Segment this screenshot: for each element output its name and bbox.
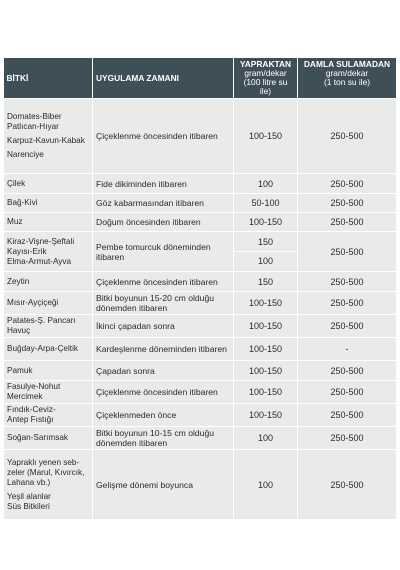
cell-bitki xyxy=(4,361,93,381)
bitki-line: Yapraklı yenen seb- xyxy=(7,457,80,467)
table-row xyxy=(4,404,397,427)
cell-bitki xyxy=(4,404,93,427)
header-damla-line: gram/dekar xyxy=(325,68,369,78)
fertilizer-table xyxy=(3,58,397,520)
cell-damla: 250-500 xyxy=(298,99,397,174)
bitki-line: Fasulye-Nohut xyxy=(7,382,61,391)
yapraktan-sub-value: 100 xyxy=(257,256,274,266)
cell-bitki xyxy=(4,292,93,315)
bitki-line: Elma-Armut-Ayva xyxy=(7,256,71,266)
cell-uygulama: Çiçeklenme öncesinden itibaren xyxy=(93,272,234,292)
bitki-line: Lahana vb.) xyxy=(7,477,51,487)
bitki-line: Süs Bitkileri xyxy=(7,501,50,511)
bitki-line: Fındık-Ceviz- xyxy=(7,405,56,414)
bitki-line: Zeytin xyxy=(7,276,30,286)
cell-yapraktan: 100-150 xyxy=(234,404,298,427)
cell-damla: 250-500 xyxy=(298,232,397,272)
header-yapraktan-line: YAPRAKTAN xyxy=(239,59,292,69)
cell-uygulama: Pembe tomurcuk döneminden itibaren xyxy=(93,232,234,272)
cell-bitki xyxy=(4,381,93,404)
cell-uygulama: Doğum öncesinden itibaren xyxy=(93,213,234,232)
cell-bitki xyxy=(4,174,93,194)
bitki-line: Mısır-Ayçiçeği xyxy=(7,298,59,307)
cell-bitki xyxy=(4,272,93,292)
bitki-line: Patates-Ş. Pancarı xyxy=(7,316,76,325)
cell-bitki xyxy=(4,194,93,213)
cell-bitki xyxy=(4,99,93,174)
cell-yapraktan: 100-150 xyxy=(234,99,298,174)
cell-damla: 250-500 xyxy=(298,450,397,520)
cell-uygulama: Gelişme dönemi boyunca xyxy=(93,450,234,520)
cell-damla: - xyxy=(298,338,397,361)
bitki-line: Havuç xyxy=(7,326,31,335)
cell-damla: 250-500 xyxy=(298,174,397,194)
cell-yapraktan: 50-100 xyxy=(234,194,298,213)
header-uygulama: UYGULAMA ZAMANI xyxy=(93,58,234,99)
table-row xyxy=(4,315,397,338)
cell-uygulama: Bitki boyunun 10-15 cm olduğu dönemden itibaren xyxy=(93,427,234,450)
table-row xyxy=(4,361,397,381)
cell-damla: 250-500 xyxy=(298,292,397,315)
header-damla-line: DAMLA SULAMADAN xyxy=(303,59,391,69)
cell-uygulama: Fide dikiminden itibaren xyxy=(93,174,234,194)
table-row xyxy=(4,427,397,450)
table-row xyxy=(4,381,397,404)
cell-yapraktan: 100-150 xyxy=(234,213,298,232)
cell-bitki xyxy=(4,213,93,232)
table-row xyxy=(4,174,397,194)
cell-yapraktan: 150 xyxy=(234,272,298,292)
cell-uygulama: Çiçeklenme öncesinden itibaren xyxy=(93,381,234,404)
cell-bitki xyxy=(4,450,93,520)
bitki-line: Pamuk xyxy=(7,365,33,375)
header-damla-line: (1 ton su ile) xyxy=(323,77,371,87)
cell-bitki xyxy=(4,338,93,361)
bitki-line: zeler (Marul, Kıvırcık, xyxy=(7,467,85,477)
bitki-line: Karpuz-Kavun-Kabak xyxy=(7,136,85,145)
cell-damla: 250-500 xyxy=(298,194,397,213)
table-row xyxy=(4,232,397,272)
bitki-line: Mercimek xyxy=(7,392,43,401)
bitki-line: Muz xyxy=(7,217,23,226)
table-row xyxy=(4,272,397,292)
cell-damla: 250-500 xyxy=(298,272,397,292)
cell-yapraktan: 100-150 xyxy=(234,315,298,338)
bitki-line: Patlıcan-Hıyar xyxy=(7,122,59,131)
bitki-line: Çilek xyxy=(7,178,26,188)
cell-damla: 250-500 xyxy=(298,427,397,450)
table-row xyxy=(4,292,397,315)
cell-damla: 250-500 xyxy=(298,361,397,381)
cell-uygulama: Çapadan sonra xyxy=(93,361,234,381)
cell-uygulama: Kardeşlenme döneminden itibaren xyxy=(93,338,234,361)
cell-damla: 250-500 xyxy=(298,404,397,427)
cell-uygulama: İkinci çapadan sonra xyxy=(93,315,234,338)
cell-bitki xyxy=(4,315,93,338)
cell-yapraktan: 100 xyxy=(234,450,298,520)
cell-damla: 250-500 xyxy=(298,213,397,232)
table-header-row xyxy=(4,58,397,99)
header-damla xyxy=(298,58,397,99)
bitki-line: Antep Fıstığı xyxy=(7,415,54,424)
bitki-line: Yeşil alanlar xyxy=(7,491,51,501)
cell-uygulama: Göz kabarmasından itibaren xyxy=(93,194,234,213)
table-row xyxy=(4,194,397,213)
cell-yapraktan: 100-150 xyxy=(234,338,298,361)
cell-yapraktan: 100 xyxy=(234,427,298,450)
header-yapraktan-line: gram/dekar xyxy=(244,68,287,78)
table-row xyxy=(4,213,397,232)
cell-yapraktan: 100 xyxy=(234,174,298,194)
bitki-line: Bağ-Kivi xyxy=(7,198,38,207)
header-yapraktan-line: (100 litre su ile) xyxy=(243,77,288,96)
table-row xyxy=(4,99,397,174)
header-bitki: BİTKİ xyxy=(4,58,93,99)
cell-damla: 250-500 xyxy=(298,381,397,404)
cell-damla: 250-500 xyxy=(298,315,397,338)
bitki-line: Narenciye xyxy=(7,150,44,159)
table-row xyxy=(4,338,397,361)
table-row xyxy=(4,450,397,520)
header-yapraktan xyxy=(234,58,298,99)
cell-uygulama: Çiçeklenmeden önce xyxy=(93,404,234,427)
bitki-line: Buğday-Arpa-Çeltik xyxy=(7,344,78,353)
cell-uygulama: Çiçeklenme öncesinden itibaren xyxy=(93,99,234,174)
bitki-line: Soğan-Sarımsak xyxy=(7,433,68,442)
cell-yapraktan: 100-150 xyxy=(234,381,298,404)
cell-yapraktan: 100-150 xyxy=(234,361,298,381)
cell-bitki xyxy=(4,232,93,272)
cell-yapraktan: 100-150 xyxy=(234,292,298,315)
bitki-line: Kayısı-Erik xyxy=(7,246,47,256)
cell-yapraktan xyxy=(234,232,298,272)
bitki-line: Kiraz-Vişne-Şeftali xyxy=(7,236,75,246)
yapraktan-sub-value: 150 xyxy=(234,233,297,252)
cell-bitki xyxy=(4,427,93,450)
cell-uygulama: Bitki boyunun 15-20 cm olduğu dönemden itibaren xyxy=(93,292,234,315)
bitki-line: Domates-Biber xyxy=(7,112,62,121)
